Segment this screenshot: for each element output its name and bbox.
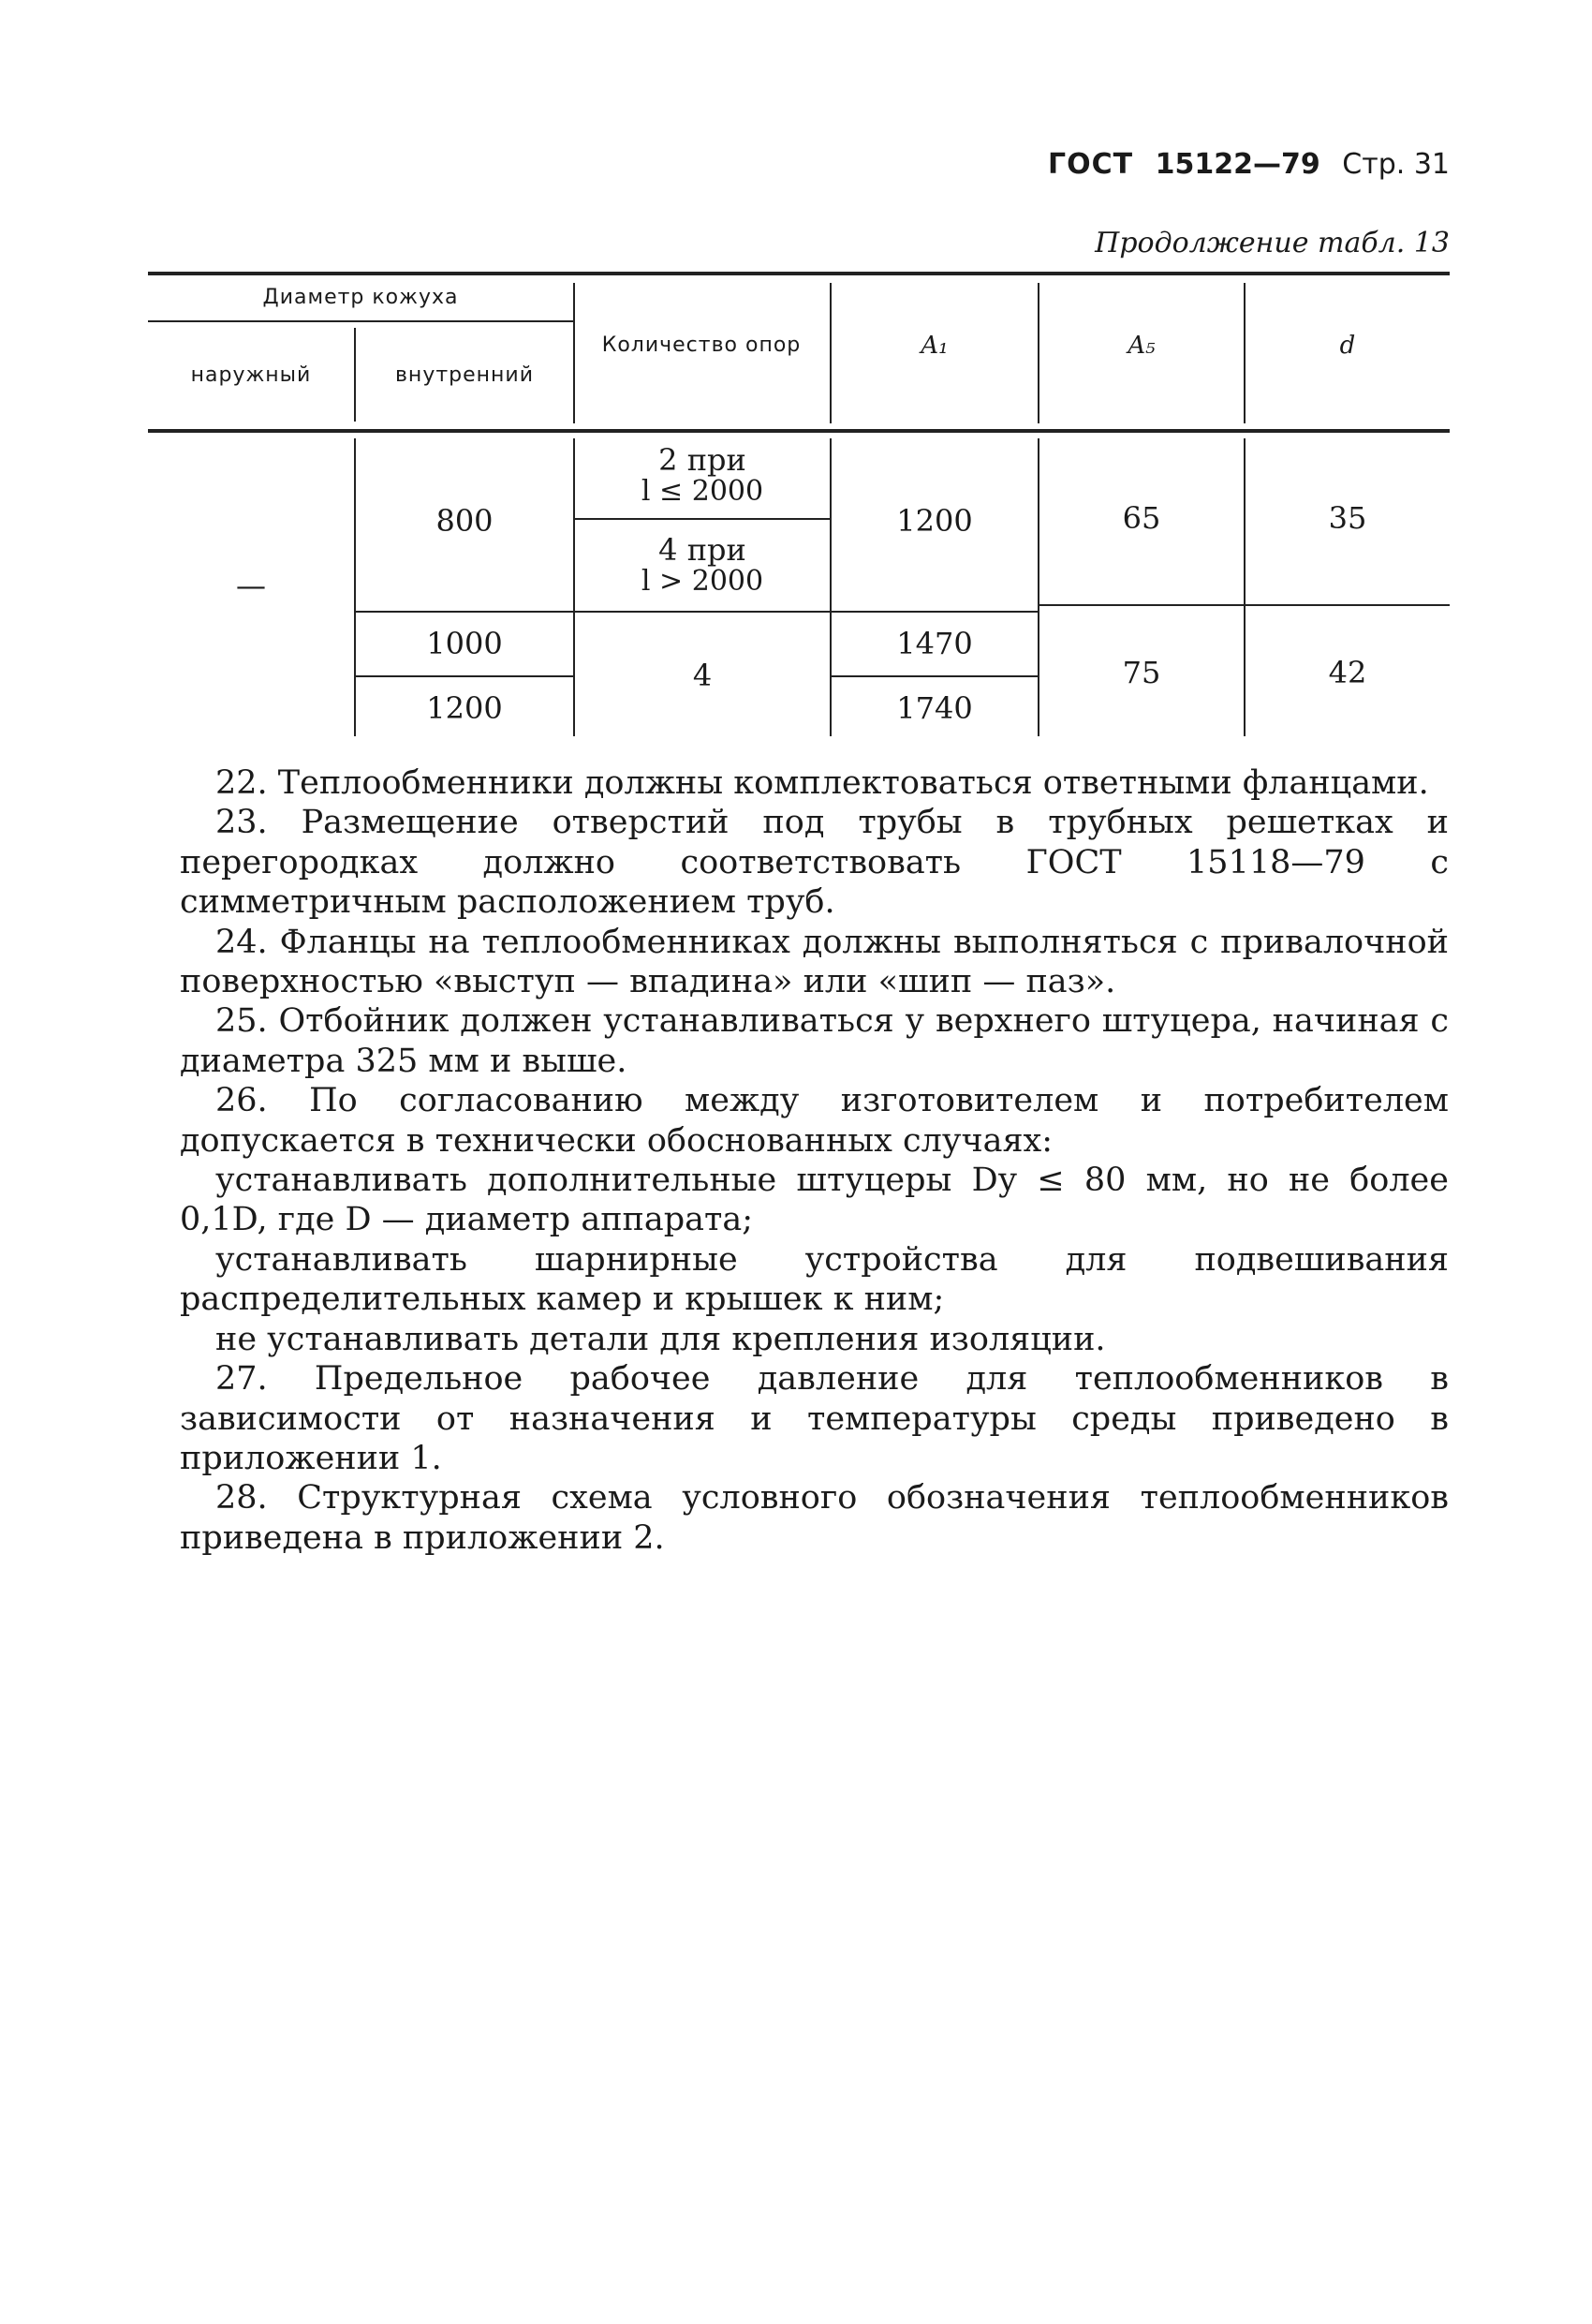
paragraph-26-item-1: устанавливать дополнительные штуцеры Dу ≤ 80 мм, но не более 0,1D, где D — диаметр аппарата; [180, 1162, 1449, 1239]
page-number: Стр. 31 [1342, 148, 1450, 181]
paragraph-22: 22. Теплообменники должны комплектоваться ответными фланцами. [215, 764, 1429, 802]
a1-800: 1200 [896, 503, 973, 540]
standard-number: 15122—79 [1155, 148, 1320, 181]
outer-diameter-value: — [236, 568, 266, 604]
a5-1000-1200: 75 [1122, 654, 1161, 690]
d-800: 35 [1328, 499, 1367, 536]
a1-1000: 1470 [896, 625, 973, 661]
header-vertical-rule-2 [573, 283, 575, 423]
header-casing-diameter: Диаметр кожуха [262, 285, 459, 309]
paragraph-25: 25. Отбойник должен устанавливаться у верхнего штуцера, начиная с диаметра 325 мм и выше. [180, 1002, 1449, 1080]
header-inner: внутренний [394, 363, 535, 387]
header-a5: A₅ [1128, 332, 1156, 360]
paragraph-27: 27. Предельное рабочее давление для теплообменников в зависимости от назначения и температуры среды приведено в приложении 1. [180, 1360, 1449, 1477]
inner-1000: 1000 [426, 625, 503, 661]
header-a1: A₁ [921, 332, 949, 360]
supports-4: 4 [692, 658, 713, 694]
dimensions-table [148, 272, 1450, 740]
header-outer: наружный [190, 363, 312, 387]
supports-2-label: 2 при [658, 441, 746, 478]
a5-800: 65 [1122, 499, 1161, 536]
inner-1200: 1200 [426, 689, 503, 726]
paragraph-26: 26. По согласованию между изготовителем и потребителем допускается в технически обоснованных случаях: [180, 1082, 1449, 1160]
supports-4-label: 4 при [658, 531, 746, 568]
standard-label: ГОСТ [1047, 148, 1134, 181]
table-continuation-caption: Продолжение табл. 13 [1095, 227, 1450, 259]
paragraph-26-item-3: не устанавливать детали для крепления изоляции. [215, 1320, 1106, 1358]
header-d: d [1339, 332, 1356, 360]
paragraph-24: 24. Фланцы на теплообменниках должны выполняться с привалочной поверхностью «выступ — впадина» или «шип — паз». [180, 923, 1449, 1001]
paragraph-26-item-2: устанавливать шарнирные устройства для подвешивания распределительных камер и крышек к ним; [180, 1240, 1449, 1319]
requirements-text [180, 763, 1449, 1558]
supports-2-condition: l ≤ 2000 [641, 474, 764, 508]
supports-4-conditional [575, 520, 830, 611]
supports-2 [575, 433, 830, 518]
header-supports: Количество опор [601, 333, 802, 357]
supports-4-condition: l > 2000 [641, 564, 764, 598]
page-header [1048, 148, 1450, 181]
paragraph-23: 23. Размещение отверстий под трубы в трубных решетках и перегородках должно соответствовать ГОСТ 15118—79 с симметричным расположением труб. [180, 804, 1449, 922]
paragraph-28: 28. Структурная схема условного обозначения теплообменников приведена в приложении 2. [180, 1479, 1449, 1557]
inner-800: 800 [435, 503, 494, 540]
a1-1200: 1740 [896, 689, 973, 726]
d-1000-1200: 42 [1328, 654, 1367, 690]
